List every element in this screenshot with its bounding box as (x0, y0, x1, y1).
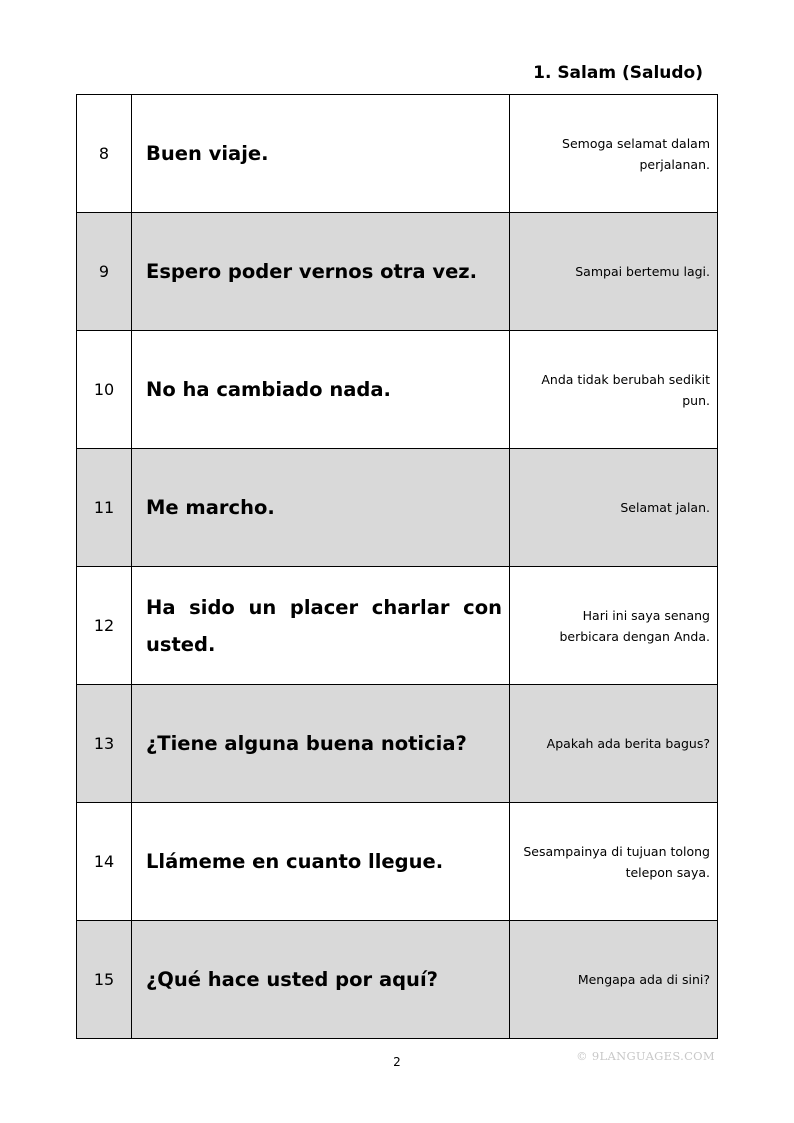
spanish-phrase: Espero poder vernos otra vez. (132, 213, 510, 331)
indonesian-translation: Sampai bertemu lagi. (510, 213, 718, 331)
row-number: 9 (77, 213, 132, 331)
watermark: © 9LANGUAGES.COM (576, 1049, 715, 1063)
table-row (77, 803, 718, 921)
indonesian-translation: Selamat jalan. (510, 449, 718, 567)
page-number: 2 (393, 1055, 401, 1069)
row-number: 8 (77, 95, 132, 213)
indonesian-translation: Sesampainya di tujuan tolong telepon saya. (510, 803, 718, 921)
spanish-phrase: No ha cambiado nada. (132, 331, 510, 449)
indonesian-translation: Mengapa ada di sini? (510, 921, 718, 1039)
phrase-table (76, 94, 718, 1039)
indonesian-translation: Anda tidak berubah sedikit pun. (510, 331, 718, 449)
indonesian-translation: Apakah ada berita bagus? (510, 685, 718, 803)
table-row (77, 567, 718, 685)
table-row (77, 213, 718, 331)
table-row (77, 449, 718, 567)
row-number: 13 (77, 685, 132, 803)
spanish-phrase: ¿Tiene alguna buena noticia? (132, 685, 510, 803)
spanish-phrase: ¿Qué hace usted por aquí? (132, 921, 510, 1039)
spanish-phrase: Ha sido un placer charlar con usted. (132, 567, 510, 685)
table-row (77, 921, 718, 1039)
row-number: 10 (77, 331, 132, 449)
row-number: 14 (77, 803, 132, 921)
table-row (77, 95, 718, 213)
spanish-phrase: Me marcho. (132, 449, 510, 567)
indonesian-translation: Hari ini saya senang berbicara dengan Anda. (510, 567, 718, 685)
spanish-phrase: Llámeme en cuanto llegue. (132, 803, 510, 921)
spanish-phrase: Buen viaje. (132, 95, 510, 213)
page-title: 1. Salam (Saludo) (533, 63, 703, 83)
table-row (77, 685, 718, 803)
row-number: 11 (77, 449, 132, 567)
table-row (77, 331, 718, 449)
row-number: 12 (77, 567, 132, 685)
indonesian-translation: Semoga selamat dalam perjalanan. (510, 95, 718, 213)
row-number: 15 (77, 921, 132, 1039)
